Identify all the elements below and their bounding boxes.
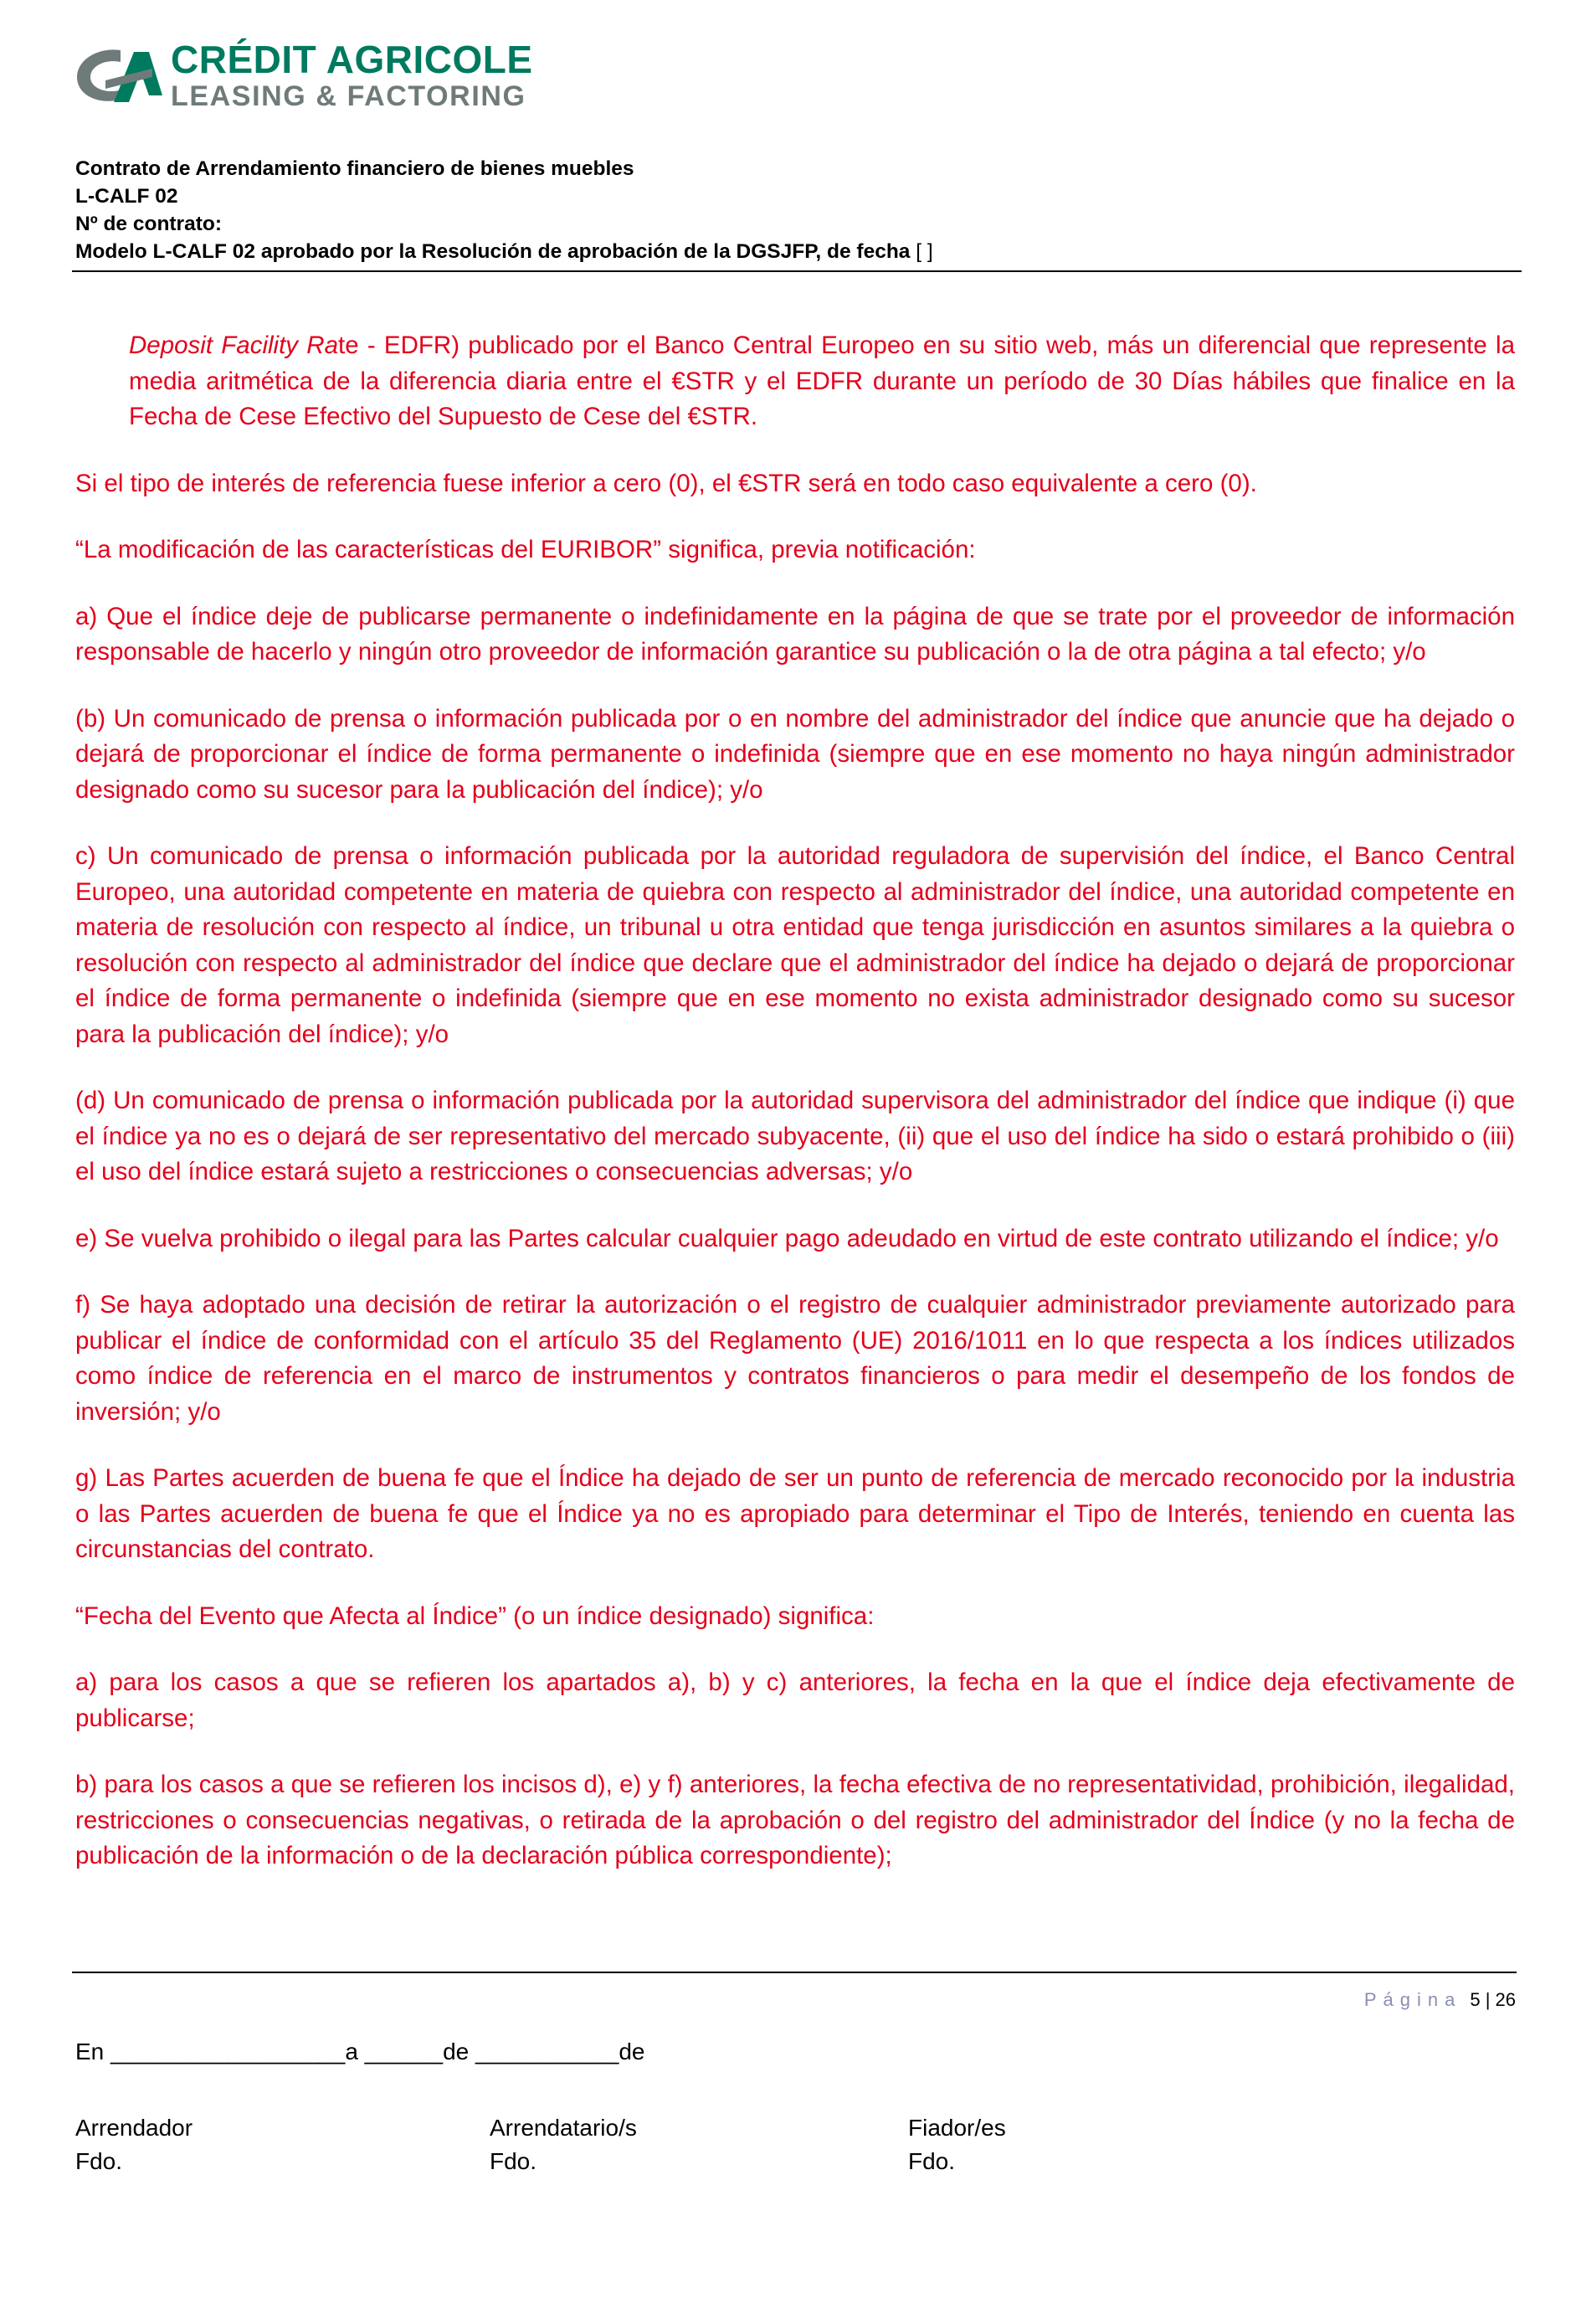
document-header <box>75 155 1498 265</box>
contract-title: Contrato de Arrendamiento financiero de bienes muebles <box>75 157 634 180</box>
signer-arrendatario <box>490 2111 637 2178</box>
paragraph-g: g) Las Partes acuerden de buena fe que el Índice ha dejado de ser un punto de referencia de mercado reconocido por la industria o las Partes acuerden de buena fe que el Índice ya no es apropiado para determinar el Tipo de Interés, teniendo en cuenta las circunstancias del contrato. <box>75 1464 1515 1563</box>
signer-role: Arrendador <box>75 2115 193 2141</box>
paragraph-b: (b) Un comunicado de prensa o información publicada por o en nombre del administrador del índice que anuncie que ha dejado o dejará de proporcionar el índice de forma permanente o indefinida (siempre que en ese momento no haya ningún administrador designado como su sucesor para la publicación del índice); y/o <box>75 704 1515 804</box>
signer-arrendador <box>75 2111 193 2178</box>
signer-role: Arrendatario/s <box>490 2115 637 2141</box>
logo-wordmark <box>171 40 533 111</box>
place-date-line: En __________________a ______de ___________de <box>75 2039 645 2064</box>
company-logo <box>72 40 574 116</box>
paragraph-euribor-def: “La modificación de las características del EURIBOR” significa, previa notificación: <box>75 536 976 563</box>
paragraph-edfr <box>75 328 1515 435</box>
logo-line1: CRÉDIT AGRICOLE <box>171 38 533 81</box>
signer-fiador <box>908 2111 1006 2178</box>
paragraph-edfr-text: te - EDFR) publicado por el Banco Central Europeo en su sitio web, más un diferencial que represente la media aritmética de la diferencia diaria entre el €STR y el EDFR durante un período de 30 Días hábiles que finalice en la Fecha de Cese Efectivo del Supuesto de Cese del €STR. <box>129 332 1515 430</box>
page-count: 5 | 26 <box>1470 1989 1516 2010</box>
paragraph-edfr-italic: Deposit Facility Ra <box>129 332 338 359</box>
model-date-bracket: [ ] <box>916 240 933 263</box>
paragraph-d: (d) Un comunicado de prensa o información publicada por la autoridad supervisora del administrador del índice que indique (i) que el índice ya no es o dejará de ser representativo del mercado subyacente, (ii) que el uso del índice ha sido o estará prohibido o (iii) el uso del índice estará sujeto a restricciones o consecuencias adversas; y/o <box>75 1087 1515 1185</box>
paragraph-c: c) Un comunicado de prensa o información publicada por la autoridad reguladora de supervisión del índice, el Banco Central Europeo, una autoridad competente en materia de quiebra con respecto al administrador del índice, una autoridad competente en materia de resolución con respecto al índice, un tribunal u otra entidad que tenga jurisdicción en asuntos similares a la quiebra o resolución con respecto al administrador del índice que declare que el administrador del índice ha dejado o dejará de proporcionar el índice de forma permanente o indefinida (siempre que en ese momento no exista administrador designado como su sucesor para la publicación del índice); y/o <box>75 842 1515 1048</box>
logo-line2: LEASING & FACTORING <box>171 80 526 112</box>
contract-code: L-CALF 02 <box>75 185 178 208</box>
paragraph-event-a: a) para los casos a que se refieren los apartados a), b) y c) anteriores, la fecha en la que el índice deja efectivamente de publicarse; <box>75 1668 1515 1732</box>
contract-model-text: Modelo L-CALF 02 aprobado por la Resolución de aprobación de la DGSJFP, de fecha <box>75 240 911 263</box>
signer-role: Fiador/es <box>908 2115 1006 2141</box>
paragraph-e: e) Se vuelva prohibido o ilegal para las Partes calcular cualquier pago adeudado en virtud de este contrato utilizando el índice; y/o <box>75 1224 1499 1252</box>
signer-sign: Fdo. <box>908 2148 956 2174</box>
paragraph-floor: Si el tipo de interés de referencia fuese inferior a cero (0), el €STR será en todo caso equivalente a cero (0). <box>75 469 1257 497</box>
footer-rule <box>72 1972 1517 1973</box>
contract-number: Nº de contrato: <box>75 213 223 235</box>
paragraph-f: f) Se haya adoptado una decisión de retirar la autorización o el registro de cualquier administrador previamente autorizado para publicar el índice de conformidad con el artículo 35 del Reglamento (UE) 2016/1011 en lo que respecta a los índices utilizados como índice de referencia en el marco de instrumentos y contratos financieros o para medir el desempeño de los fondos de inversión; y/o <box>75 1291 1515 1426</box>
page-number <box>1364 1989 1516 2011</box>
paragraph-event-b: b) para los casos a que se refieren los incisos d), e) y f) anteriores, la fecha efectiva de no representatividad, prohibición, ilegalidad, restricciones o consecuencias negativas, o retirada de la aprobación o del registro del administrador del Índice (y no la fecha de publicación de la información o de la declaración pública correspondiente); <box>75 1771 1515 1869</box>
signer-sign: Fdo. <box>75 2148 123 2174</box>
ca-logo-icon <box>72 44 166 111</box>
paragraph-a: a) Que el índice deje de publicarse permanente o indefinidamente en la página de que se trate por el proveedor de información responsable de hacerlo y ningún otro proveedor de información garantice su publicación o la de otra página a tal efecto; y/o <box>75 602 1515 666</box>
signer-sign: Fdo. <box>490 2148 537 2174</box>
contract-model <box>75 238 1498 265</box>
header-rule <box>72 270 1522 272</box>
document-body <box>75 328 1515 1905</box>
page-label: Página <box>1363 1989 1462 2010</box>
paragraph-event-date-def: “Fecha del Evento que Afecta al Índice” (o un índice designado) significa: <box>75 1602 875 1630</box>
